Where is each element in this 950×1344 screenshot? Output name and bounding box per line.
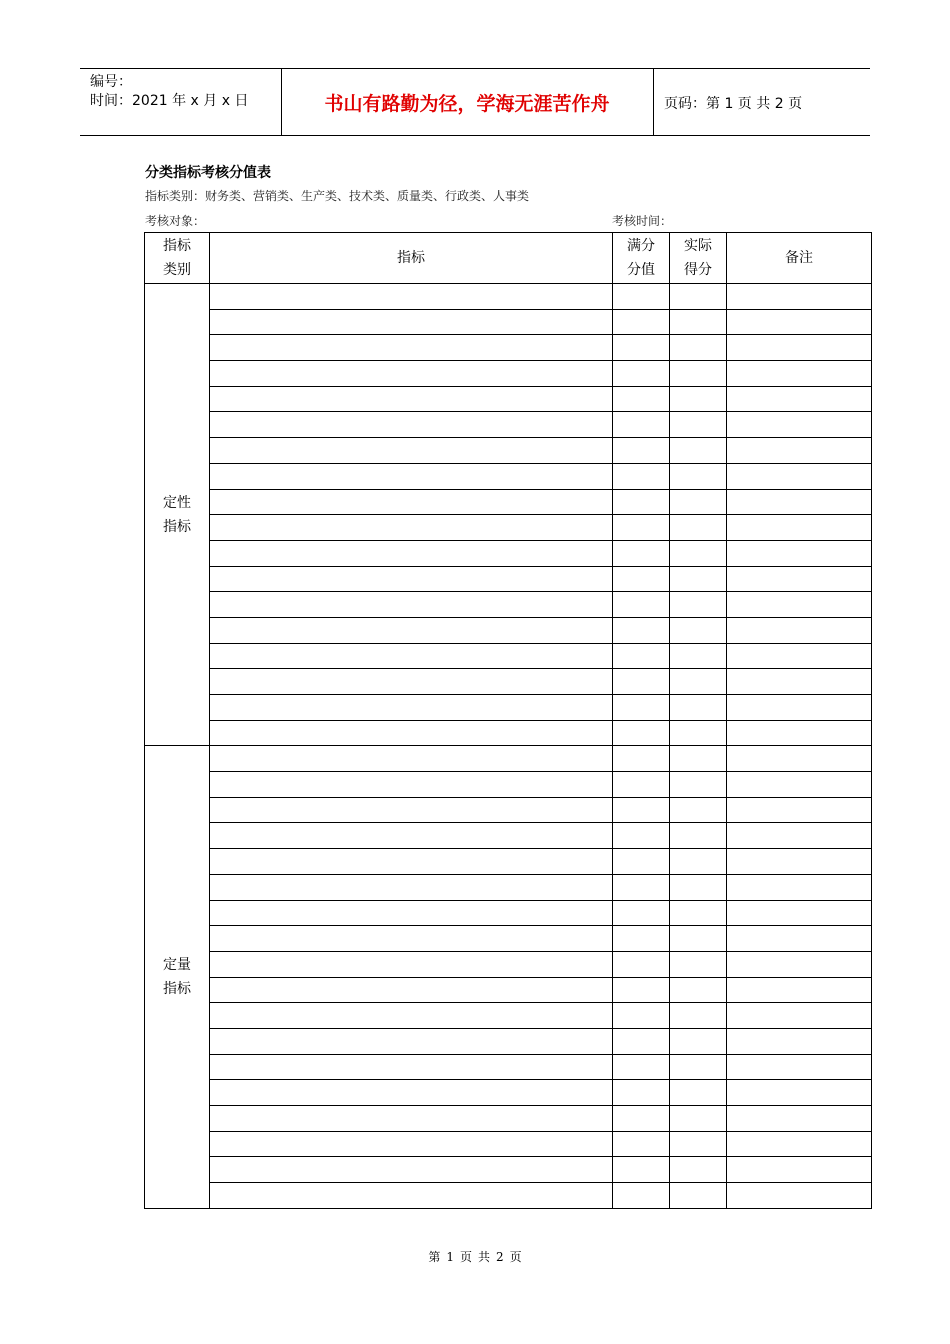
full-score-cell[interactable] <box>613 1157 670 1183</box>
actual-score-cell[interactable] <box>670 951 727 977</box>
actual-score-cell[interactable] <box>670 1106 727 1132</box>
category-line1: 定性 <box>163 494 191 511</box>
header-actual-line1: 实际 <box>684 238 712 254</box>
indicator-cell[interactable] <box>210 797 613 823</box>
header-actual-line2: 得分 <box>684 262 712 278</box>
full-score-cell[interactable] <box>613 540 670 566</box>
footer-text: 页 <box>459 1250 472 1264</box>
category-line2: 指标 <box>163 981 191 998</box>
remark-cell[interactable] <box>727 900 872 926</box>
category-list: 指标类别：财务类、营销类、生产类、技术类、质量类、行政类、人事类 <box>145 189 530 203</box>
indicator-cell[interactable] <box>210 489 613 515</box>
actual-score-cell[interactable] <box>670 515 727 541</box>
indicator-cell[interactable] <box>210 900 613 926</box>
number-label: 编号： <box>90 74 132 90</box>
remark-cell[interactable] <box>727 463 872 489</box>
full-score-cell[interactable] <box>613 335 670 361</box>
remark-cell[interactable] <box>727 1157 872 1183</box>
full-score-cell[interactable] <box>613 463 670 489</box>
full-score-cell[interactable] <box>613 566 670 592</box>
table-row <box>145 695 872 721</box>
full-score-cell[interactable] <box>613 386 670 412</box>
table-row <box>145 669 872 695</box>
remark-cell[interactable] <box>727 772 872 798</box>
table-row <box>145 1054 872 1080</box>
table-row <box>145 438 872 464</box>
indicator-cell[interactable] <box>210 412 613 438</box>
full-score-cell[interactable] <box>613 797 670 823</box>
remark-cell[interactable] <box>727 1131 872 1157</box>
full-score-cell[interactable] <box>613 1183 670 1209</box>
full-score-cell[interactable] <box>613 1028 670 1054</box>
indicator-cell[interactable] <box>210 695 613 721</box>
remark-cell[interactable] <box>727 1003 872 1029</box>
actual-score-cell[interactable] <box>670 592 727 618</box>
full-score-cell[interactable] <box>613 1054 670 1080</box>
table-row <box>145 1183 872 1209</box>
actual-score-cell[interactable] <box>670 412 727 438</box>
remark-cell[interactable] <box>727 849 872 875</box>
table-row <box>145 617 872 643</box>
remark-cell[interactable] <box>727 1183 872 1209</box>
table-row <box>145 1106 872 1132</box>
actual-score-cell[interactable] <box>670 823 727 849</box>
category-cell <box>145 284 210 746</box>
score-table <box>144 232 872 1209</box>
actual-score-cell[interactable] <box>670 1080 727 1106</box>
remark-cell[interactable] <box>727 438 872 464</box>
remark-cell[interactable] <box>727 617 872 643</box>
indicator-cell[interactable] <box>210 309 613 335</box>
actual-score-cell[interactable] <box>670 772 727 798</box>
indicator-cell[interactable] <box>210 284 613 310</box>
remark-cell[interactable] <box>727 643 872 669</box>
full-score-cell[interactable] <box>613 772 670 798</box>
actual-score-cell[interactable] <box>670 849 727 875</box>
indicator-cell[interactable] <box>210 1080 613 1106</box>
remark-cell[interactable] <box>727 361 872 387</box>
indicator-cell[interactable] <box>210 1157 613 1183</box>
table-row <box>145 643 872 669</box>
remark-cell[interactable] <box>727 412 872 438</box>
actual-score-cell[interactable] <box>670 1183 727 1209</box>
header-category <box>145 233 210 284</box>
page-header <box>80 68 870 136</box>
indicator-cell[interactable] <box>210 386 613 412</box>
indicator-cell[interactable] <box>210 772 613 798</box>
actual-score-cell[interactable] <box>670 309 727 335</box>
indicator-cell[interactable] <box>210 669 613 695</box>
indicator-cell[interactable] <box>210 823 613 849</box>
category-cell <box>145 746 210 1208</box>
footer-total-pages: 2 <box>496 1250 504 1264</box>
indicator-cell[interactable] <box>210 643 613 669</box>
full-score-cell[interactable] <box>613 874 670 900</box>
table-row <box>145 1080 872 1106</box>
actual-score-cell[interactable] <box>670 695 727 721</box>
footer-text: 第 <box>428 1250 441 1264</box>
full-score-cell[interactable] <box>613 849 670 875</box>
document-title: 分类指标考核分值表 <box>145 165 271 181</box>
indicator-cell[interactable] <box>210 1003 613 1029</box>
full-score-cell[interactable] <box>613 361 670 387</box>
actual-score-cell[interactable] <box>670 1028 727 1054</box>
remark-cell[interactable] <box>727 566 872 592</box>
remark-cell[interactable] <box>727 874 872 900</box>
indicator-cell[interactable] <box>210 540 613 566</box>
table-row <box>145 926 872 952</box>
indicator-cell[interactable] <box>210 592 613 618</box>
indicator-cell[interactable] <box>210 1131 613 1157</box>
actual-score-cell[interactable] <box>670 1003 727 1029</box>
table-row <box>145 874 872 900</box>
remark-cell[interactable] <box>727 489 872 515</box>
header-category-line1: 指标 <box>163 238 191 254</box>
header-actual-score <box>670 233 727 284</box>
header-full-line1: 满分 <box>627 238 655 254</box>
actual-score-cell[interactable] <box>670 489 727 515</box>
table-row <box>145 412 872 438</box>
actual-score-cell[interactable] <box>670 463 727 489</box>
full-score-cell[interactable] <box>613 617 670 643</box>
table-row <box>145 1157 872 1183</box>
table-row <box>145 977 872 1003</box>
table-row <box>145 1028 872 1054</box>
table-row <box>145 489 872 515</box>
header-full-score <box>613 233 670 284</box>
remark-cell[interactable] <box>727 720 872 746</box>
indicator-cell[interactable] <box>210 720 613 746</box>
footer-current-page: 1 <box>446 1250 454 1264</box>
table-row <box>145 361 872 387</box>
full-score-cell[interactable] <box>613 1131 670 1157</box>
page-info: 页码：第 1 页 共 2 页 <box>664 96 803 112</box>
remark-cell[interactable] <box>727 309 872 335</box>
indicator-cell[interactable] <box>210 849 613 875</box>
actual-score-cell[interactable] <box>670 335 727 361</box>
actual-score-cell[interactable] <box>670 386 727 412</box>
table-row <box>145 1003 872 1029</box>
table-row <box>145 540 872 566</box>
full-score-cell[interactable] <box>613 926 670 952</box>
remark-cell[interactable] <box>727 977 872 1003</box>
full-score-cell[interactable] <box>613 592 670 618</box>
full-score-cell[interactable] <box>613 284 670 310</box>
actual-score-cell[interactable] <box>670 746 727 772</box>
indicator-cell[interactable] <box>210 1054 613 1080</box>
indicator-cell[interactable] <box>210 874 613 900</box>
table-row <box>145 746 872 772</box>
footer-text: 共 <box>478 1250 491 1264</box>
indicator-cell[interactable] <box>210 438 613 464</box>
full-score-cell[interactable] <box>613 746 670 772</box>
indicator-cell[interactable] <box>210 926 613 952</box>
assessment-target-label: 考核对象： <box>145 214 206 228</box>
actual-score-cell[interactable] <box>670 926 727 952</box>
indicator-cell[interactable] <box>210 977 613 1003</box>
full-score-cell[interactable] <box>613 489 670 515</box>
table-row <box>145 515 872 541</box>
actual-score-cell[interactable] <box>670 669 727 695</box>
actual-score-cell[interactable] <box>670 977 727 1003</box>
table-row <box>145 463 872 489</box>
motto: 书山有路勤为径，学海无涯苦作舟 <box>324 92 610 115</box>
remark-cell[interactable] <box>727 515 872 541</box>
full-score-cell[interactable] <box>613 1080 670 1106</box>
actual-score-cell[interactable] <box>670 874 727 900</box>
assessment-time-label: 考核时间： <box>612 214 673 228</box>
indicator-cell[interactable] <box>210 515 613 541</box>
header-divider <box>653 69 654 135</box>
actual-score-cell[interactable] <box>670 900 727 926</box>
full-score-cell[interactable] <box>613 720 670 746</box>
remark-cell[interactable] <box>727 335 872 361</box>
remark-cell[interactable] <box>727 1080 872 1106</box>
full-score-cell[interactable] <box>613 977 670 1003</box>
full-score-cell[interactable] <box>613 438 670 464</box>
table-row <box>145 566 872 592</box>
page-footer <box>0 1248 950 1265</box>
actual-score-cell[interactable] <box>670 566 727 592</box>
actual-score-cell[interactable] <box>670 284 727 310</box>
actual-score-cell[interactable] <box>670 438 727 464</box>
table-row <box>145 1131 872 1157</box>
actual-score-cell[interactable] <box>670 797 727 823</box>
full-score-cell[interactable] <box>613 643 670 669</box>
table-row <box>145 386 872 412</box>
indicator-cell[interactable] <box>210 335 613 361</box>
remark-cell[interactable] <box>727 823 872 849</box>
remark-cell[interactable] <box>727 1054 872 1080</box>
table-row <box>145 951 872 977</box>
remark-cell[interactable] <box>727 1106 872 1132</box>
actual-score-cell[interactable] <box>670 361 727 387</box>
table-row <box>145 823 872 849</box>
actual-score-cell[interactable] <box>670 720 727 746</box>
time-label: 时间：2021 年 x 月 x 日 <box>90 93 249 109</box>
table-row <box>145 284 872 310</box>
actual-score-cell[interactable] <box>670 1131 727 1157</box>
indicator-cell[interactable] <box>210 361 613 387</box>
remark-cell[interactable] <box>727 951 872 977</box>
table-row <box>145 797 872 823</box>
remark-cell[interactable] <box>727 797 872 823</box>
full-score-cell[interactable] <box>613 515 670 541</box>
remark-cell[interactable] <box>727 746 872 772</box>
table-row <box>145 849 872 875</box>
full-score-cell[interactable] <box>613 669 670 695</box>
indicator-cell[interactable] <box>210 617 613 643</box>
actual-score-cell[interactable] <box>670 1157 727 1183</box>
indicator-cell[interactable] <box>210 1106 613 1132</box>
actual-score-cell[interactable] <box>670 1054 727 1080</box>
full-score-cell[interactable] <box>613 1003 670 1029</box>
remark-cell[interactable] <box>727 1028 872 1054</box>
remark-cell[interactable] <box>727 284 872 310</box>
category-line1: 定量 <box>163 957 191 974</box>
actual-score-cell[interactable] <box>670 617 727 643</box>
table-row <box>145 772 872 798</box>
full-score-cell[interactable] <box>613 412 670 438</box>
header-category-line2: 类别 <box>163 262 191 278</box>
remark-cell[interactable] <box>727 669 872 695</box>
table-row <box>145 720 872 746</box>
table-row <box>145 309 872 335</box>
full-score-cell[interactable] <box>613 695 670 721</box>
table-row <box>145 592 872 618</box>
indicator-cell[interactable] <box>210 951 613 977</box>
remark-cell[interactable] <box>727 386 872 412</box>
indicator-cell[interactable] <box>210 1028 613 1054</box>
full-score-cell[interactable] <box>613 823 670 849</box>
indicator-cell[interactable] <box>210 746 613 772</box>
table-header-row <box>145 233 872 284</box>
full-score-cell[interactable] <box>613 309 670 335</box>
header-full-line2: 分值 <box>627 262 655 278</box>
header-indicator: 指标 <box>210 233 613 284</box>
indicator-cell[interactable] <box>210 1183 613 1209</box>
remark-cell[interactable] <box>727 592 872 618</box>
footer-text: 页 <box>509 1250 522 1264</box>
full-score-cell[interactable] <box>613 900 670 926</box>
header-meta <box>90 73 248 111</box>
remark-cell[interactable] <box>727 540 872 566</box>
actual-score-cell[interactable] <box>670 643 727 669</box>
header-remark: 备注 <box>727 233 872 284</box>
full-score-cell[interactable] <box>613 951 670 977</box>
indicator-cell[interactable] <box>210 566 613 592</box>
table-row <box>145 900 872 926</box>
remark-cell[interactable] <box>727 695 872 721</box>
actual-score-cell[interactable] <box>670 540 727 566</box>
indicator-cell[interactable] <box>210 463 613 489</box>
table-row <box>145 335 872 361</box>
category-line2: 指标 <box>163 518 191 535</box>
remark-cell[interactable] <box>727 926 872 952</box>
table-body <box>145 284 872 1209</box>
full-score-cell[interactable] <box>613 1106 670 1132</box>
